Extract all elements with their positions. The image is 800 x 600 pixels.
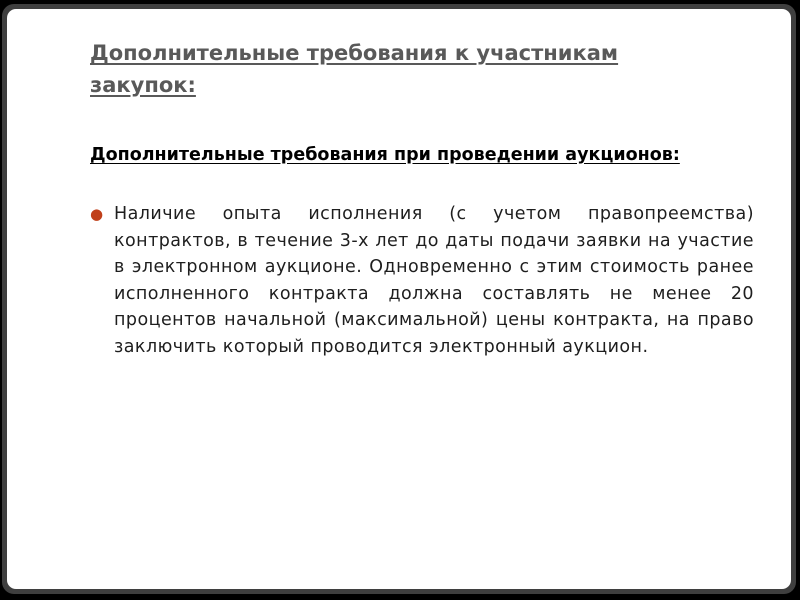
bullet-text: Наличие опыта исполнения (с учетом правопреемства) контрактов, в течение 3-х лет до даты подачи заявки на участие в электронном аукционе. Одновременно с этим стоимость ранее исполненного контракта должна составлять не менее 20 процентов начальной (максимальной) цены контракта, на право заключить который проводится электронный аукцион. [114, 204, 754, 357]
bullet-item [90, 201, 754, 360]
section-subheading: Дополнительные требования при проведении аукционов: [90, 145, 680, 165]
slide-frame [2, 4, 796, 594]
bullet-dot-icon: ● [90, 205, 104, 223]
slide [7, 9, 791, 589]
bullet-list [90, 201, 754, 360]
slide-title: Дополнительные требования к участникам закупок: [90, 41, 619, 97]
